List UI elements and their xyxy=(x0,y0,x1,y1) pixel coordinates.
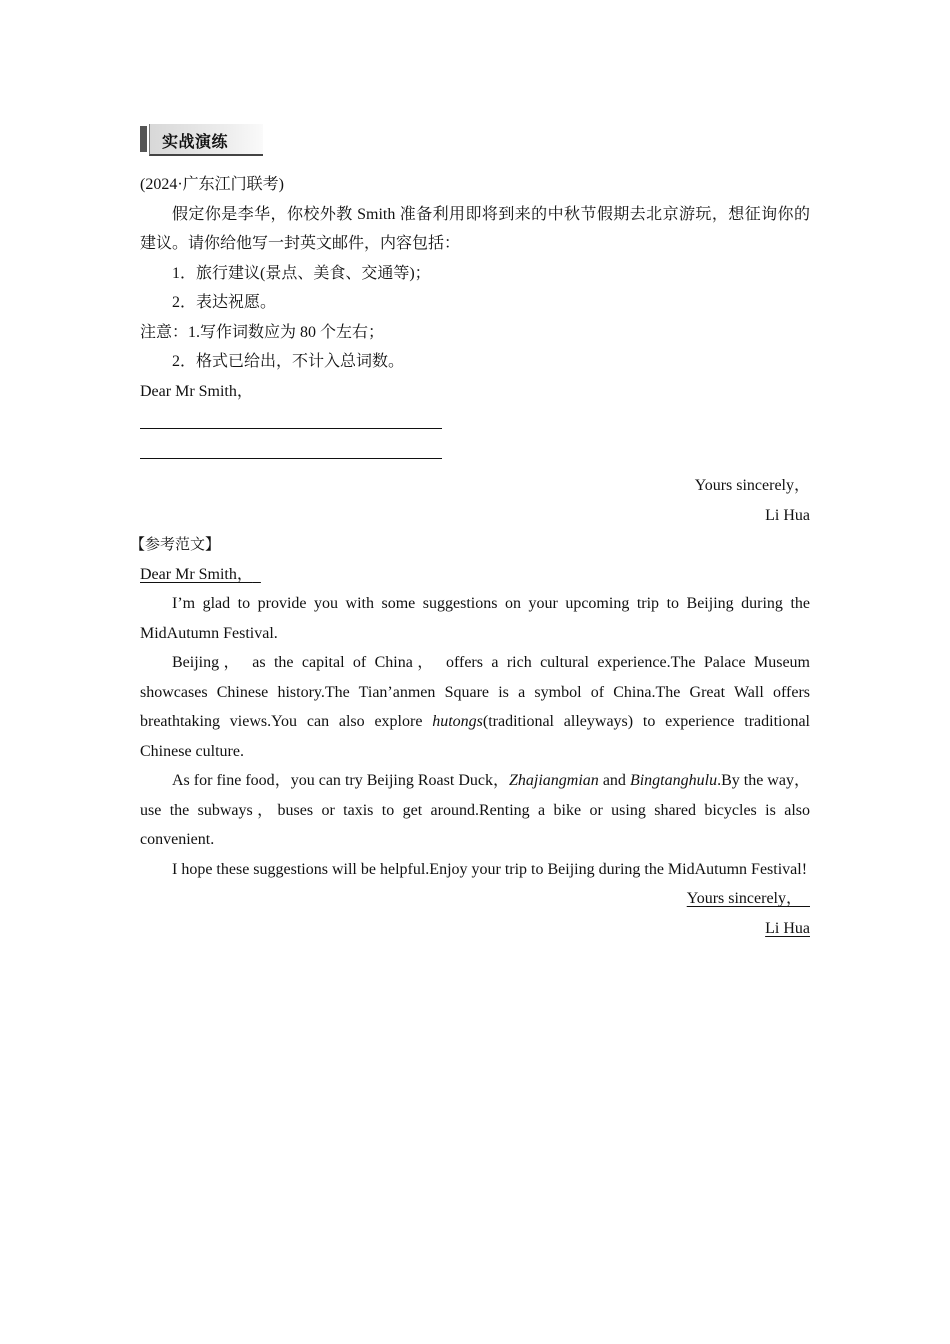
task-closing: Yours sincerely， xyxy=(694,477,810,494)
reference-label: 【参考范文】 xyxy=(130,535,221,553)
reference-p3-italic-2: Bingtanghulu xyxy=(629,772,718,789)
section-header-bar xyxy=(140,126,147,152)
section-header xyxy=(140,124,262,156)
task-point-1: 1．旅行建议(景点、美食、交通等)； xyxy=(172,264,431,282)
document-page xyxy=(130,124,811,943)
reference-p2-text-a: Beijing， as the capital of China， offers a rich cultural experience.The Palace Museum showcases Chinese history.The Tian’anmen Square is a symbol of China.The Great Wall offers breathtaking views.You can also explore xyxy=(140,654,810,730)
answer-blank-line-1 xyxy=(140,428,442,429)
reference-paragraph-3 xyxy=(140,766,810,855)
task-signature: Li Hua xyxy=(765,506,810,524)
reference-paragraph-2 xyxy=(140,648,810,766)
answer-blank-line-2 xyxy=(140,458,442,459)
task-note-1: 注意：1.写作词数应为 80 个左右； xyxy=(140,323,385,341)
reference-signature: Li Hua xyxy=(765,919,810,937)
reference-signature-line xyxy=(140,914,810,944)
task-point-2: 2．表达祝愿。 xyxy=(172,294,277,311)
reference-p3-text-c: .By the way，use the subways，buses or taxis to get around.Renting a bike or using shared bicycles is also convenient. xyxy=(140,772,810,848)
reference-greeting-line xyxy=(140,560,810,590)
reference-paragraph-4: I hope these suggestions will be helpful.Enjoy your trip to Beijing during the MidAutumn Festival! xyxy=(172,860,808,878)
reference-p3-text-a: As for fine food，you can try Beijing Roast Duck， xyxy=(172,772,510,789)
task-prompt: 假定你是李华，你校外教 Smith 准备利用即将到来的中秋节假期去北京游玩，想征询你的建议。请你给他写一封英文邮件，内容包括： xyxy=(140,205,810,252)
reference-p3-text-b: and xyxy=(598,772,630,789)
reference-p2-italic: hutongs xyxy=(432,713,483,730)
reference-greeting: Dear Mr Smith， xyxy=(140,565,253,583)
reference-closing: Yours sincerely， xyxy=(686,890,802,907)
reference-closing-line xyxy=(140,884,810,914)
reference-paragraph-1: I’m glad to provide you with some suggestions on your upcoming trip to Beijing during the MidAutumn Festival. xyxy=(140,595,810,642)
task-note-2: 2．格式已给出，不计入总词数。 xyxy=(172,353,405,370)
reference-p3-italic-1: Zhajiangmian xyxy=(509,772,599,789)
task-source: (2024·广东江门联考) xyxy=(140,176,284,193)
reference-p2-text-b: (traditional alleyways) to experience traditional Chinese culture. xyxy=(140,713,811,760)
section-title: 实战演练 xyxy=(162,132,229,151)
task-greeting: Dear Mr Smith， xyxy=(140,382,253,400)
